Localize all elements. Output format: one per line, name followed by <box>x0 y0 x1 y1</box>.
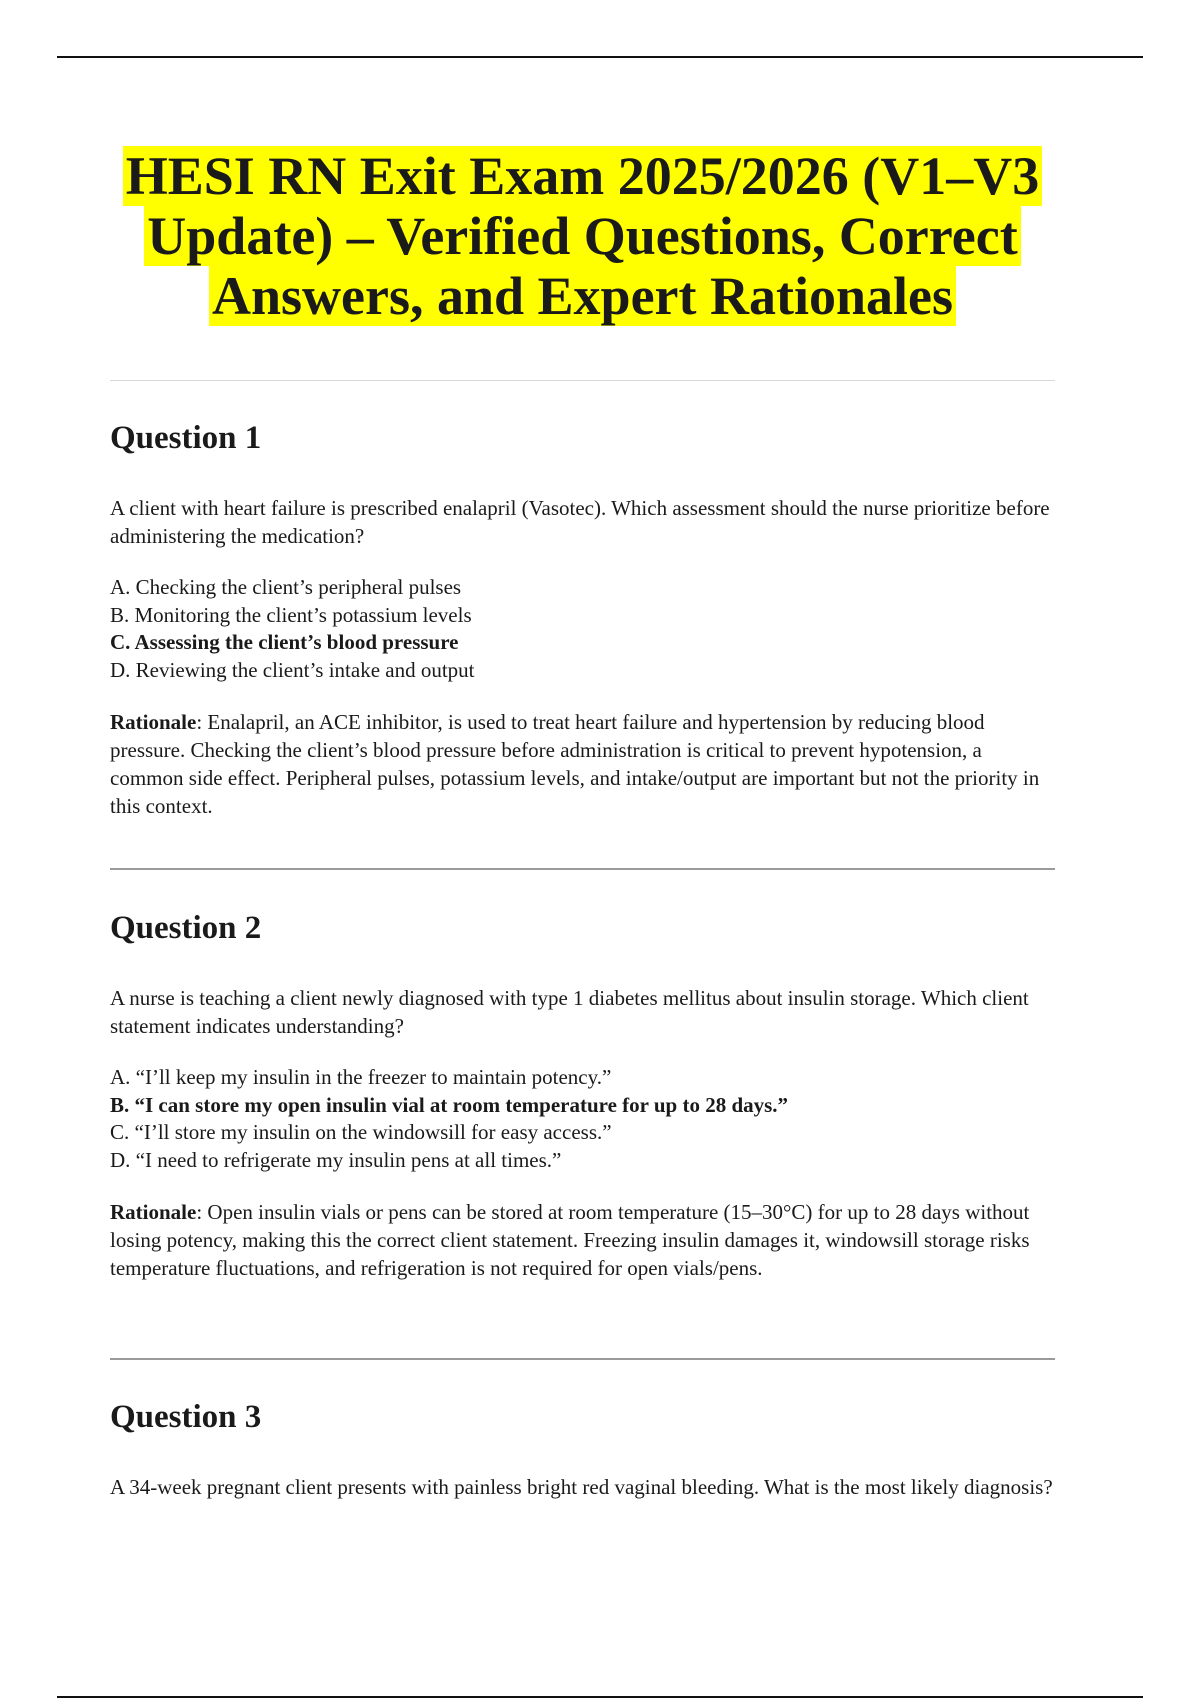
question-heading: Question 1 <box>110 420 262 456</box>
question-heading: Question 2 <box>110 910 262 946</box>
title-separator <box>110 380 1055 381</box>
rationale-text: : Enalapril, an ACE inhibitor, is used to treat heart failure and hypertension by reducing blood pressure. Checking the client’s blood pressure before administration is critical to prevent hypotension, a common side effect. Peripheral pulses, potassium levels, and intake/output are important but not the priority in this context. <box>110 710 1040 818</box>
rationale <box>110 708 1055 820</box>
question-heading: Question 3 <box>110 1399 262 1435</box>
answer-options <box>110 574 1055 684</box>
question-text: A client with heart failure is prescribed enalapril (Vasotec). Which assessment should the nurse prioritize before administering the medication? <box>110 496 1050 548</box>
rationale-text: : Open insulin vials or pens can be stored at room temperature (15–30°C) for up to 28 days without losing potency, making this the correct client statement. Freezing insulin damages it, windowsill storage risks temperature fluctuations, and refrigeration is not required for open vials/pens. <box>110 1200 1030 1280</box>
option-b-correct: B. “I can store my open insulin vial at room temperature for up to 28 days.” <box>110 1092 789 1117</box>
section-separator <box>110 1358 1055 1360</box>
title-highlight: HESI RN Exit Exam 2025/2026 (V1–V3 Update) – Verified Questions, Correct Answers, and Expert Rationales <box>123 146 1043 326</box>
question-text: A nurse is teaching a client newly diagnosed with type 1 diabetes mellitus about insulin storage. Which client statement indicates understanding? <box>110 986 1029 1038</box>
question-2 <box>110 908 1055 1282</box>
section-separator <box>110 868 1055 870</box>
rationale <box>110 1198 1055 1282</box>
option-b: B. Monitoring the client’s potassium levels <box>110 602 472 627</box>
page-bottom-rule <box>57 1696 1143 1698</box>
question-1 <box>110 418 1055 820</box>
option-c: C. “I’ll store my insulin on the windowsill for easy access.” <box>110 1120 612 1144</box>
rationale-label: Rationale <box>110 710 197 734</box>
page-top-rule <box>57 56 1143 58</box>
rationale-label: Rationale <box>110 1200 197 1224</box>
option-c-correct: C. Assessing the client’s blood pressure <box>110 630 459 654</box>
question-text: A 34-week pregnant client presents with painless bright red vaginal bleeding. What is the most likely diagnosis? <box>110 1475 1053 1499</box>
option-a: A. Checking the client’s peripheral pulses <box>110 575 462 599</box>
option-d: D. Reviewing the client’s intake and output <box>110 657 475 682</box>
option-a: A. “I’ll keep my insulin in the freezer to maintain potency.” <box>110 1065 612 1089</box>
option-d: D. “I need to refrigerate my insulin pens at all times.” <box>110 1147 562 1172</box>
document-title <box>110 146 1055 326</box>
answer-options <box>110 1064 1055 1174</box>
question-3 <box>110 1397 1055 1501</box>
